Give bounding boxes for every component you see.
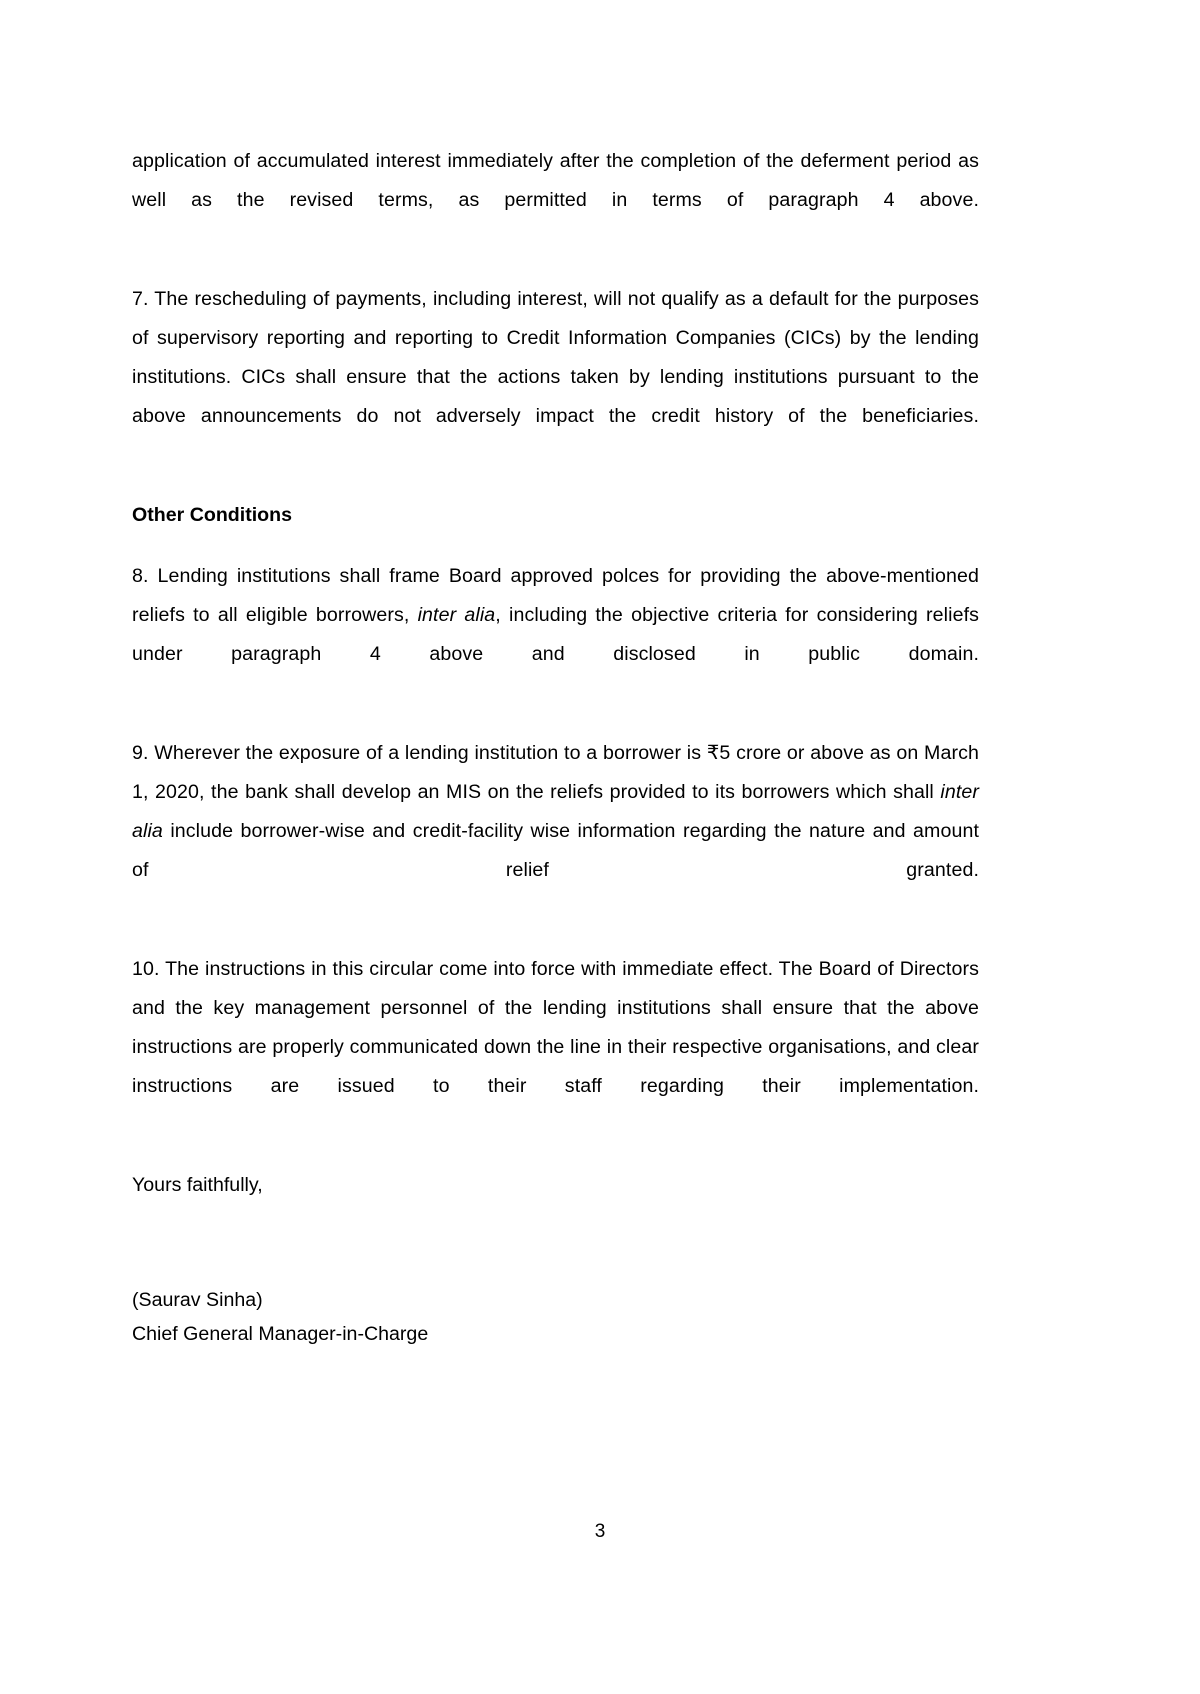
paragraph-8 — [132, 557, 979, 712]
paragraph-9-text-part-2: include borrower-wise and credit-facility wise information regarding the nature and amount of relief granted. — [132, 819, 979, 881]
page-content — [132, 142, 979, 1351]
signatory-name: (Saurav Sinha) — [132, 1289, 263, 1312]
paragraph-8-text-part-1: 8. Lending institutions shall frame Board approved polces for providing the above-mentioned reliefs to all eligible borrowers, — [132, 565, 979, 626]
paragraph-8-text-part-2: , including the objective criteria for considering reliefs under paragraph 4 above and disclosed in public domain. — [132, 603, 980, 665]
paragraph-9-text-part-1: 9. Wherever the exposure of a lending institution to a borrower is ₹5 crore or above as on March 1, 2020, the bank shall develop an MIS on the reliefs provided to its borrowers which shall — [132, 742, 979, 804]
paragraph-8-italic-inter-alia: inter alia — [417, 603, 496, 626]
paragraph-9-italic-inter-alia: inter alia — [132, 781, 979, 842]
section-heading-other-conditions: Other Conditions — [132, 504, 293, 527]
page-number: 3 — [594, 1521, 606, 1542]
paragraph-9 — [132, 734, 979, 928]
closing-salutation: Yours faithfully, — [132, 1174, 263, 1197]
signatory-designation: Chief General Manager-in-Charge — [132, 1323, 429, 1346]
signature-block — [132, 1283, 979, 1351]
paragraph-10: 10. The instructions in this circular come into force with immediate effect. The Board of Directors and the key management personnel of the lending institutions shall ensure that the above instructions are properly communicated down the line in their respective organisations, and clear instructions are issued to their staff regarding their implementation. — [132, 958, 979, 1097]
paragraph-7: 7. The rescheduling of payments, including interest, will not qualify as a default for the purposes of supervisory reporting and reporting to Credit Information Companies (CICs) by the lending institutions. CICs shall ensure that the actions taken by lending institutions pursuant to the above announcements do not adversely impact the credit history of the beneficiaries. — [132, 288, 979, 427]
continued-paragraph: application of accumulated interest immediately after the completion of the deferment period as well as the revised terms, as permitted in terms of paragraph 4 above. — [132, 150, 979, 211]
